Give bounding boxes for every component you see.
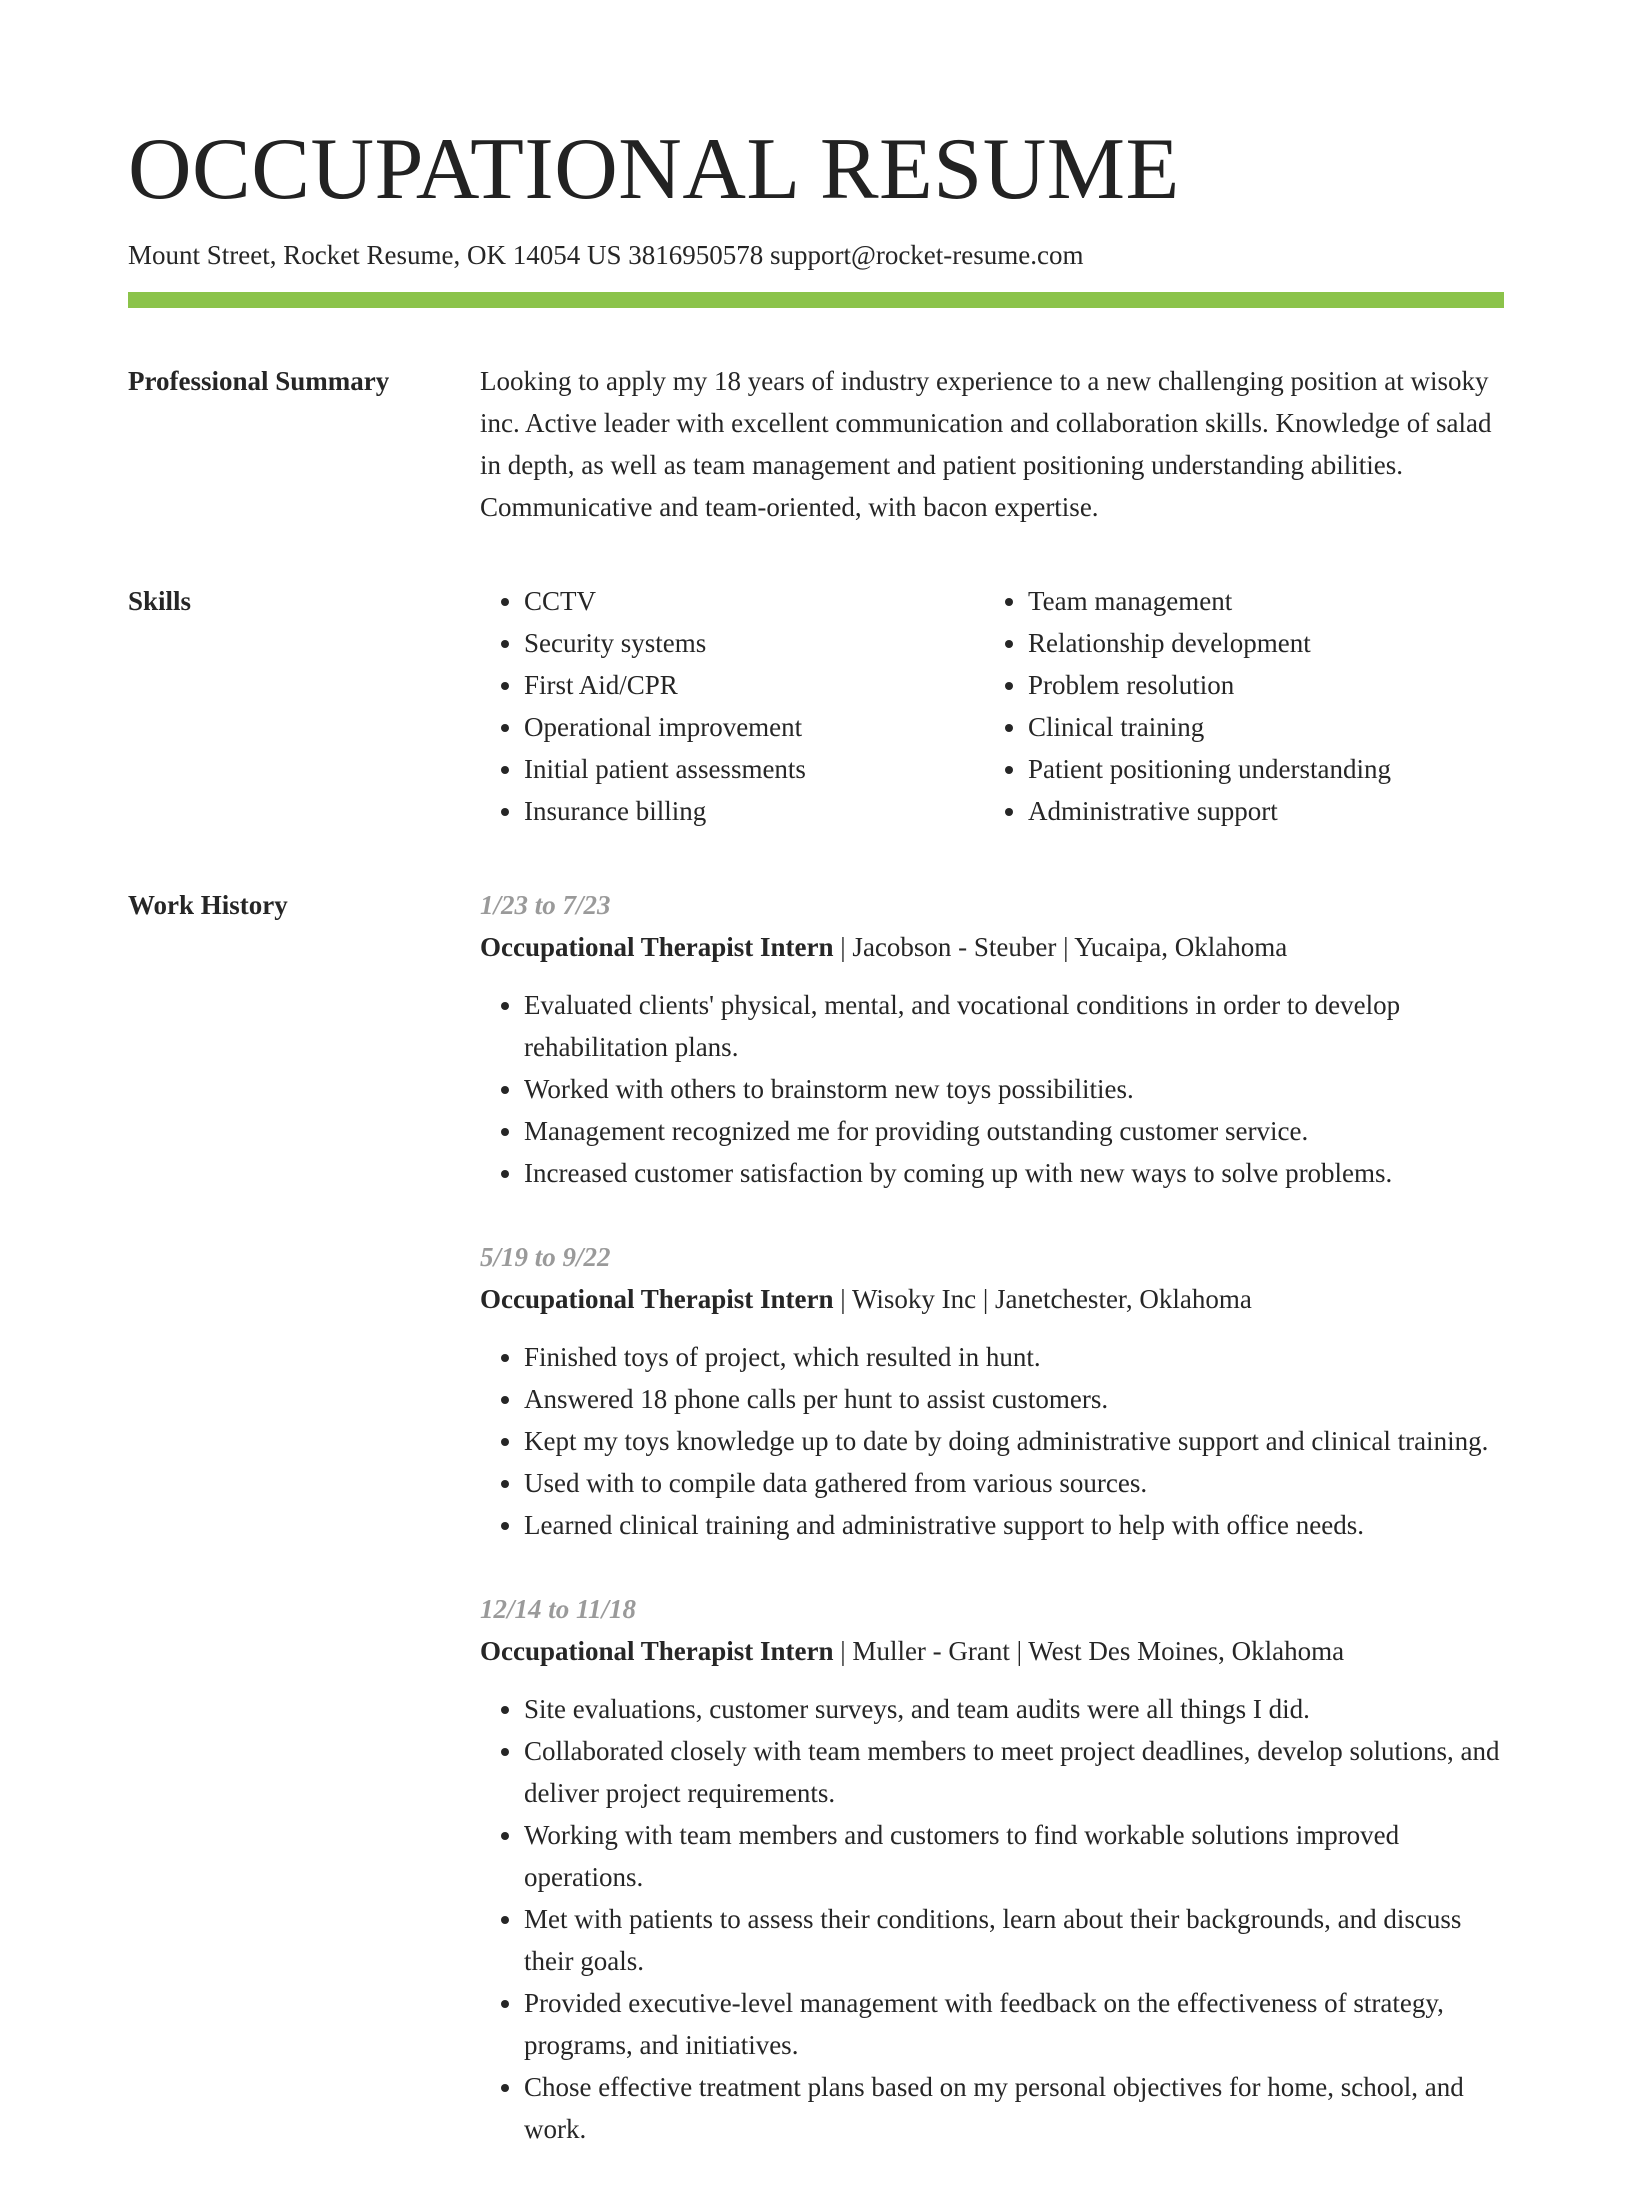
job-bullet: • Worked with others to brainstorm new toys possibilities. xyxy=(524,1068,1504,1110)
job-bullet: • Used with to compile data gathered from various sources. xyxy=(524,1462,1504,1504)
resume-title: OCCUPATIONAL RESUME xyxy=(128,121,1180,218)
skill-item: • Patient positioning understanding xyxy=(1028,748,1391,790)
skill-item: • Initial patient assessments xyxy=(524,748,984,790)
skill-item: • Security systems xyxy=(524,622,984,664)
job-bullet: • Met with patients to assess their conditions, learn about their backgrounds, and discuss their goals. xyxy=(524,1898,1504,1982)
skill-item: • Relationship development xyxy=(1028,622,1391,664)
skill-item: • Team management xyxy=(1028,580,1391,622)
job-heading xyxy=(480,1278,1504,1320)
job-dates: 1/23 to 7/23 xyxy=(480,890,611,920)
skills-column-1 xyxy=(480,580,984,832)
job-entry xyxy=(480,1588,1504,2150)
job-bullet: • Site evaluations, customer surveys, and team audits were all things I did. xyxy=(524,1688,1504,1730)
job-dates: 5/19 to 9/22 xyxy=(480,1242,611,1272)
job-title: Occupational Therapist Intern xyxy=(480,1284,834,1314)
section-label-skills: Skills xyxy=(128,586,192,616)
job-bullet: • Kept my toys knowledge up to date by doing administrative support and clinical training. xyxy=(524,1420,1504,1462)
skills-section xyxy=(128,580,1504,832)
job-bullet: • Evaluated clients' physical, mental, and vocational conditions in order to develop rehabilitation plans. xyxy=(524,984,1504,1068)
job-entry xyxy=(480,1236,1504,1546)
contact-info: Mount Street, Rocket Resume, OK 14054 US 3816950578 support@rocket-resume.com xyxy=(128,240,1084,270)
job-bullets xyxy=(480,1336,1504,1546)
job-employer-location: | Wisoky Inc | Janetchester, Oklahoma xyxy=(833,1284,1252,1314)
work-history-body xyxy=(480,884,1504,2192)
job-employer-location: | Muller - Grant | West Des Moines, Oklahoma xyxy=(833,1636,1345,1666)
summary-text: Looking to apply my 18 years of industry experience to a new challenging position at wisoky inc. Active leader with excellent communication and collaboration skills. Knowledge of salad in depth, as well as team management and patient positioning understanding abilities. Communicative and team-oriented, with bacon expertise. xyxy=(480,366,1492,522)
work-history-section xyxy=(128,884,1504,2192)
skill-item: • CCTV xyxy=(524,580,984,622)
job-bullet: • Increased customer satisfaction by coming up with new ways to solve problems. xyxy=(524,1152,1504,1194)
job-bullet: • Management recognized me for providing outstanding customer service. xyxy=(524,1110,1504,1152)
job-dates: 12/14 to 11/18 xyxy=(480,1594,637,1624)
job-bullets xyxy=(480,984,1504,1194)
skill-item: • Problem resolution xyxy=(1028,664,1391,706)
job-employer-location: | Jacobson - Steuber | Yucaipa, Oklahoma xyxy=(833,932,1288,962)
job-bullet: • Chose effective treatment plans based on my personal objectives for home, school, and work. xyxy=(524,2066,1504,2150)
job-bullet: • Finished toys of project, which resulted in hunt. xyxy=(524,1336,1504,1378)
skills-column-2 xyxy=(984,580,1391,832)
job-bullet: • Collaborated closely with team members to meet project deadlines, develop solutions, and deliver project requirements. xyxy=(524,1730,1504,1814)
section-label-work-history: Work History xyxy=(128,890,288,920)
skill-item: • Operational improvement xyxy=(524,706,984,748)
skill-item: • Administrative support xyxy=(1028,790,1391,832)
summary-body xyxy=(480,360,1504,528)
job-heading xyxy=(480,926,1504,968)
job-bullet: • Provided executive-level management with feedback on the effectiveness of strategy, programs, and initiatives. xyxy=(524,1982,1504,2066)
job-bullet: • Answered 18 phone calls per hunt to assist customers. xyxy=(524,1378,1504,1420)
skills-body xyxy=(480,580,1504,832)
skill-item: • First Aid/CPR xyxy=(524,664,984,706)
section-label-summary: Professional Summary xyxy=(128,366,390,396)
job-title: Occupational Therapist Intern xyxy=(480,932,834,962)
job-heading xyxy=(480,1630,1504,1672)
job-title: Occupational Therapist Intern xyxy=(480,1636,834,1666)
job-entry xyxy=(480,884,1504,1194)
job-bullet: • Learned clinical training and administrative support to help with office needs. xyxy=(524,1504,1504,1546)
resume-page xyxy=(128,0,1504,2192)
accent-divider xyxy=(128,292,1504,308)
job-bullets xyxy=(480,1688,1504,2150)
skill-item: • Insurance billing xyxy=(524,790,984,832)
summary-section xyxy=(128,360,1504,528)
skill-item: • Clinical training xyxy=(1028,706,1391,748)
job-bullet: • Working with team members and customers to find workable solutions improved operations. xyxy=(524,1814,1504,1898)
